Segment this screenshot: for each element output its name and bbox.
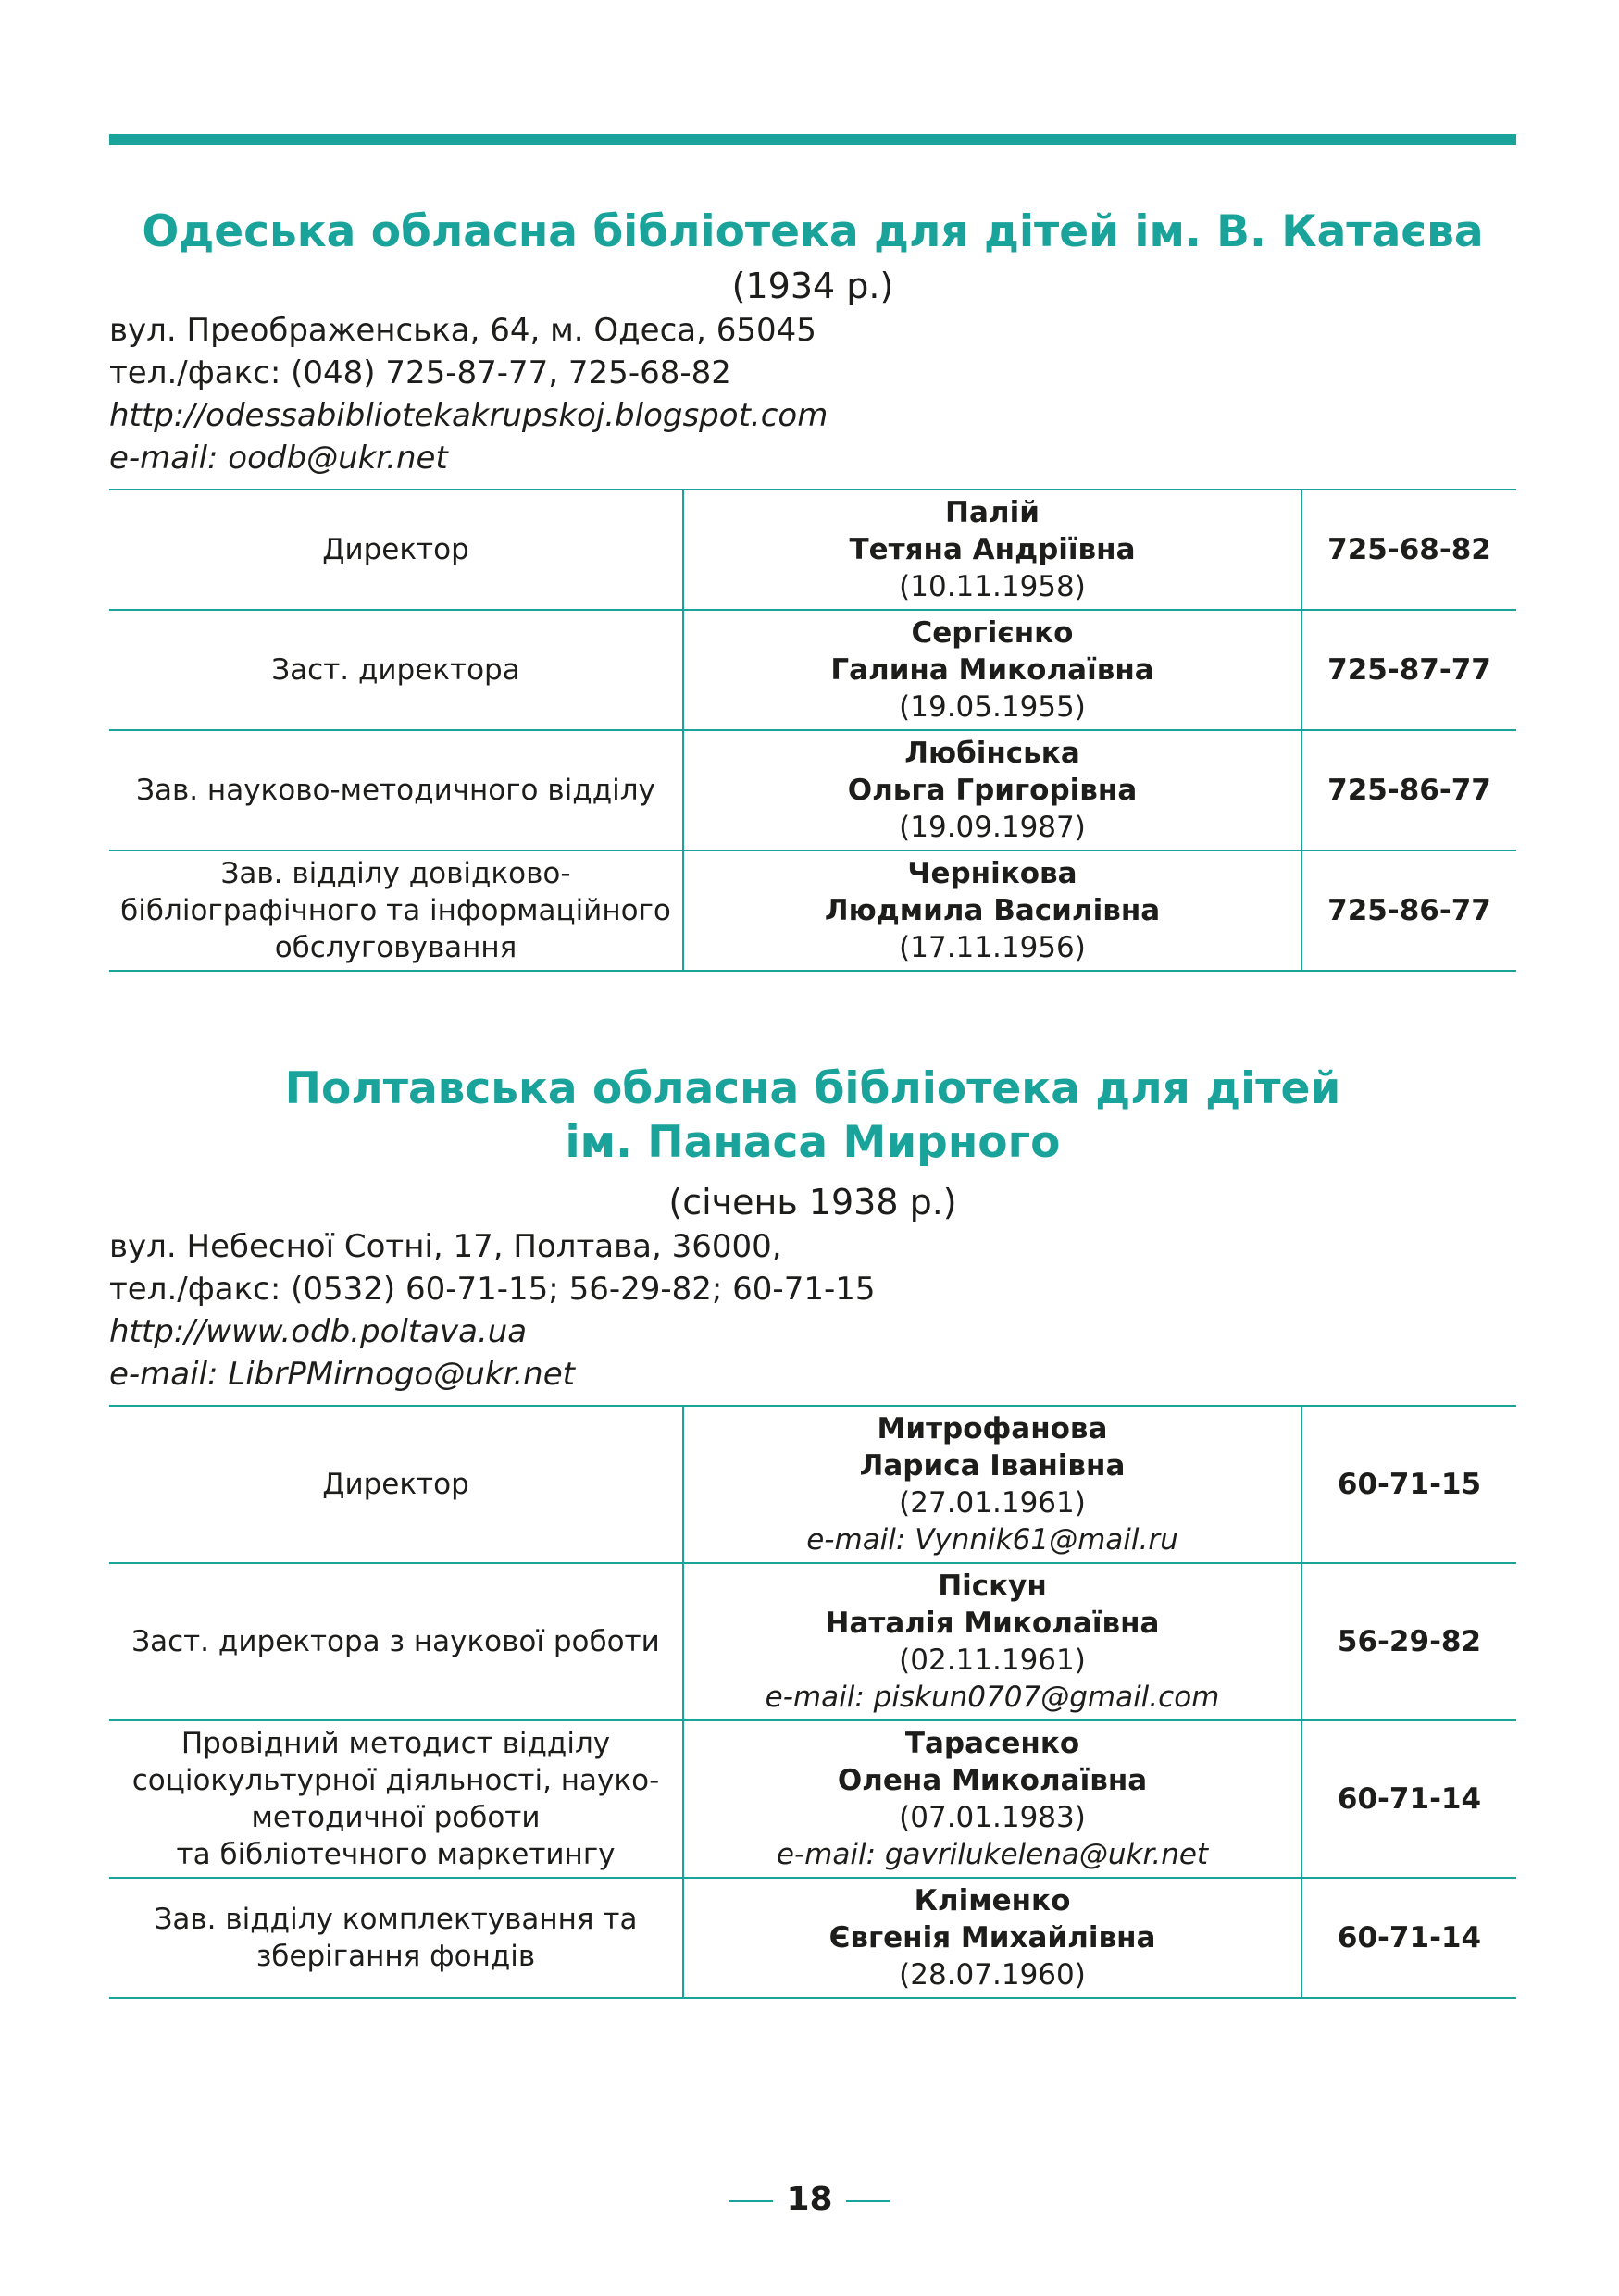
person-cell [683, 490, 1301, 610]
person-cell [683, 1563, 1301, 1720]
position-cell: Заст. директора [109, 610, 683, 730]
surname: Тарасенко [904, 1727, 1080, 1760]
position-cell: Директор [109, 490, 683, 610]
phone-cell: 60-71-15 [1301, 1406, 1516, 1563]
table-row [109, 1720, 1516, 1878]
person-cell [683, 610, 1301, 730]
table-row [109, 850, 1516, 971]
birth-date: (19.05.1955) [899, 690, 1086, 724]
birth-date: (07.01.1983) [899, 1801, 1086, 1834]
phone-cell: 725-86-77 [1301, 850, 1516, 971]
library-title: Одеська обласна бібліотека для дітей ім. В. Катаєва [142, 206, 1484, 257]
surname: Кліменко [914, 1884, 1071, 1917]
table-row [109, 490, 1516, 610]
phone-cell: 60-71-14 [1301, 1878, 1516, 1998]
given-name: Тетяна Андріївна [849, 533, 1136, 566]
birth-date: (17.11.1956) [899, 931, 1086, 964]
given-name: Євгенія Михайлівна [828, 1921, 1156, 1955]
library-title-line: Полтавська обласна бібліотека для дітей [284, 1063, 1341, 1114]
position-cell [109, 1878, 683, 1998]
position-cell: Заст. директора з наукової роботи [109, 1563, 683, 1720]
birth-date: (28.07.1960) [899, 1958, 1086, 1992]
person-cell [683, 1406, 1301, 1563]
surname: Палій [945, 496, 1040, 529]
surname: Піскун [938, 1570, 1047, 1603]
surname: Любінська [904, 737, 1080, 770]
top-accent-rule [109, 134, 1516, 145]
position-line: соціокультурної діяльності, науко- [131, 1764, 660, 1797]
page-number [0, 2179, 1619, 2220]
phone-fax: тел./факс: (0532) 60-71-15; 56-29-82; 60-71-15 [109, 1271, 876, 1308]
given-name: Наталія Миколаївна [825, 1607, 1160, 1640]
birth-date: (19.09.1987) [899, 811, 1086, 844]
person-cell [683, 850, 1301, 971]
surname: Чернікова [907, 857, 1077, 890]
position-cell: Зав. науково-методичного відділу [109, 730, 683, 850]
table-row [109, 730, 1516, 850]
given-name: Лариса Іванівна [859, 1449, 1126, 1483]
founding-year: (1934 р.) [731, 266, 894, 306]
staff-table [109, 489, 1516, 972]
position-cell [109, 1720, 683, 1878]
birth-date: (27.01.1961) [899, 1486, 1086, 1520]
phone-cell: 725-68-82 [1301, 490, 1516, 610]
table-row [109, 1563, 1516, 1720]
library-section-poltava [109, 1062, 1516, 1999]
given-name: Олена Миколаївна [837, 1764, 1148, 1797]
position-line: обслуговування [274, 931, 517, 964]
position-cell: Директор [109, 1406, 683, 1563]
position-line: методичної роботи [251, 1801, 541, 1834]
phone-cell: 725-87-77 [1301, 610, 1516, 730]
position-line: Провідний методист відділу [181, 1727, 611, 1760]
founding-year: (січень 1938 р.) [668, 1182, 957, 1222]
position-cell [109, 850, 683, 971]
position-line: Зав. відділу довідково- [220, 857, 571, 890]
phone-fax: тел./факс: (048) 725-87-77, 725-68-82 [109, 354, 731, 391]
website-link[interactable]: http://www.odb.poltava.ua [109, 1313, 528, 1350]
staff-table [109, 1405, 1516, 1999]
page-number-dash [729, 2200, 773, 2202]
page-number-text: 18 [786, 2180, 833, 2218]
phone-cell: 725-86-77 [1301, 730, 1516, 850]
page-number-dash [846, 2200, 890, 2202]
given-name: Ольга Григорівна [847, 774, 1138, 807]
person-email[interactable]: e-mail: Vynnik61@mail.ru [806, 1523, 1178, 1557]
person-email[interactable]: e-mail: gavrilukelena@ukr.net [776, 1838, 1209, 1871]
email-link[interactable]: e-mail: oodb@ukr.net [109, 440, 448, 477]
website-link[interactable]: http://odessabibliotekakrupskoj.blogspot.com [109, 397, 828, 434]
given-name: Людмила Василівна [824, 894, 1161, 927]
table-row [109, 610, 1516, 730]
address: вул. Преображенська, 64, м. Одеса, 65045 [109, 312, 816, 349]
library-section-odesa [109, 205, 1516, 972]
position-line: та бібліотечного маркетингу [176, 1838, 616, 1871]
address: вул. Небесної Сотні, 17, Полтава, 36000, [109, 1228, 782, 1265]
birth-date: (10.11.1958) [899, 570, 1086, 603]
position-line: зберігання фондів [255, 1940, 536, 1973]
person-cell [683, 1878, 1301, 1998]
birth-date: (02.11.1961) [899, 1644, 1086, 1677]
position-line: Зав. відділу комплектування та [154, 1903, 638, 1936]
person-cell [683, 1720, 1301, 1878]
person-email[interactable]: e-mail: piskun0707@gmail.com [765, 1681, 1220, 1714]
position-line: бібліографічного та інформаційного [120, 894, 671, 927]
phone-cell: 56-29-82 [1301, 1563, 1516, 1720]
library-title [109, 1062, 1516, 1170]
surname: Сергієнко [911, 616, 1074, 650]
surname: Митрофанова [877, 1412, 1108, 1446]
library-title-line: ім. Панаса Мирного [565, 1117, 1061, 1168]
given-name: Галина Миколаївна [830, 653, 1154, 687]
table-row [109, 1406, 1516, 1563]
person-cell [683, 730, 1301, 850]
phone-cell: 60-71-14 [1301, 1720, 1516, 1878]
email-link[interactable]: e-mail: LibrPMirnogo@ukr.net [109, 1356, 575, 1393]
table-row [109, 1878, 1516, 1998]
